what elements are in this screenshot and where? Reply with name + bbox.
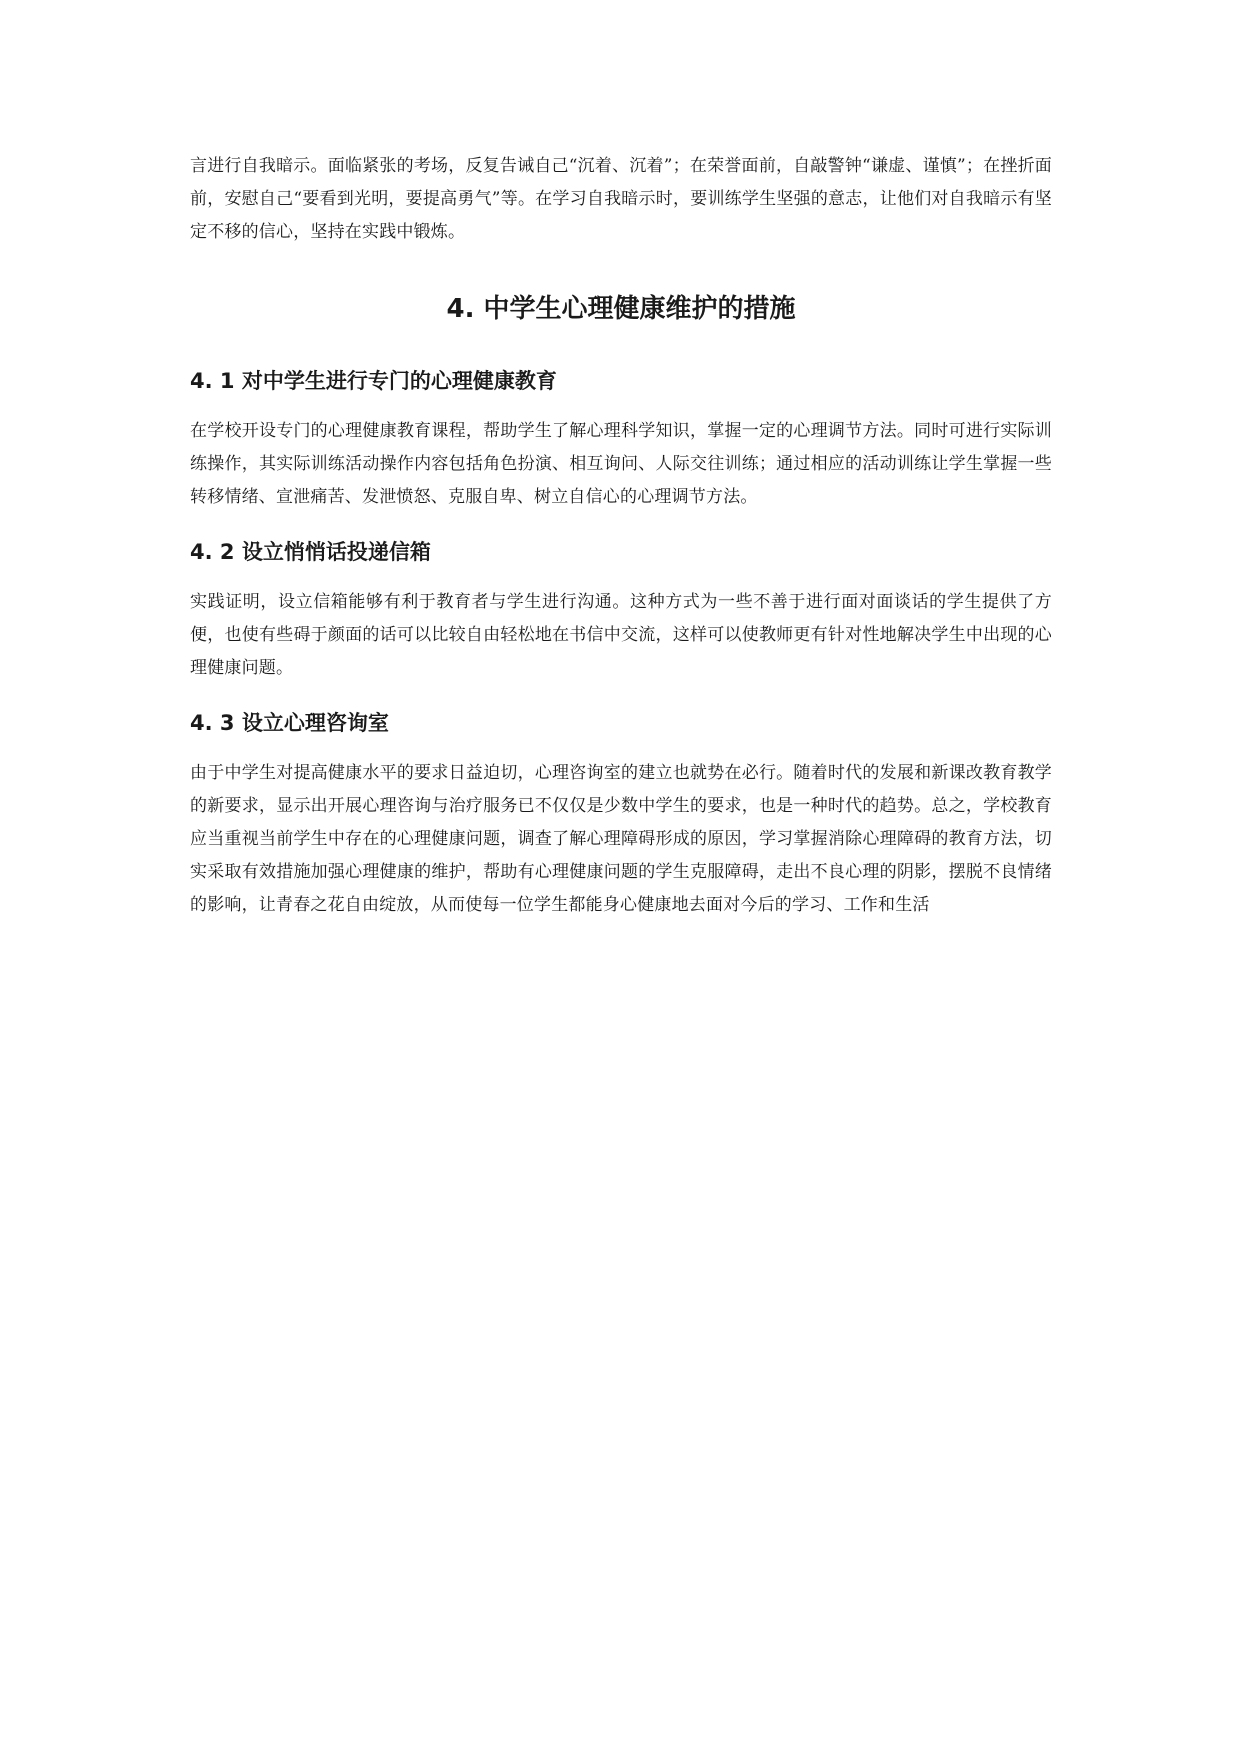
intro-paragraph: 言进行自我暗示。面临紧张的考场，反复告诫自己“沉着、沉着”；在荣誉面前，自敲警钟“谦虚、谨慎”；在挫折面前，安慰自己“要看到光明，要提高勇气”等。在学习自我暗示时，要训练学生坚强的意志，让他们对自我暗示有坚定不移的信心，坚持在实践中锻炼。 <box>190 156 1052 242</box>
section-4-1 <box>190 365 1052 514</box>
section-heading: 4. 2 设立悄悄话投递信箱 <box>190 540 431 564</box>
section-body: 由于中学生对提高健康水平的要求日益迫切，心理咨询室的建立也就势在必行。随着时代的发展和新课改教育教学的新要求，显示出开展心理咨询与治疗服务已不仅仅是少数中学生的要求，也是一种时代的趋势。总之，学校教育应当重视当前学生中存在的心理健康问题，调查了解心理障碍形成的原因，学习掌握消除心理障碍的教育方法，切实采取有效措施加强心理健康的维护，帮助有心理健康问题的学生克服障碍，走出不良心理的阴影，摆脱不良情绪的影响，让青春之花自由绽放，从而使每一位学生都能身心健康地去面对今后的学习、工作和生活 <box>190 763 1052 915</box>
section-heading: 4. 1 对中学生进行专门的心理健康教育 <box>190 369 557 393</box>
section-body: 实践证明，设立信箱能够有利于教育者与学生进行沟通。这种方式为一些不善于进行面对面谈话的学生提供了方便，也使有些碍于颜面的话可以比较自由轻松地在书信中交流，这样可以使教师更有针对性地解决学生中出现的心理健康问题。 <box>190 592 1052 678</box>
chapter-title: 4. 中学生心理健康维护的措施 <box>446 294 796 324</box>
section-4-3 <box>190 707 1052 922</box>
document-page <box>190 150 1052 922</box>
section-4-2 <box>190 536 1052 685</box>
section-body: 在学校开设专门的心理健康教育课程，帮助学生了解心理科学知识，掌握一定的心理调节方法。同时可进行实际训练操作，其实际训练活动操作内容包括角色扮演、相互询问、人际交往训练；通过相应的活动训练让学生掌握一些转移情绪、宣泄痛苦、发泄愤怒、克服自卑、树立自信心的心理调节方法。 <box>190 421 1052 507</box>
section-heading: 4. 3 设立心理咨询室 <box>190 711 389 735</box>
